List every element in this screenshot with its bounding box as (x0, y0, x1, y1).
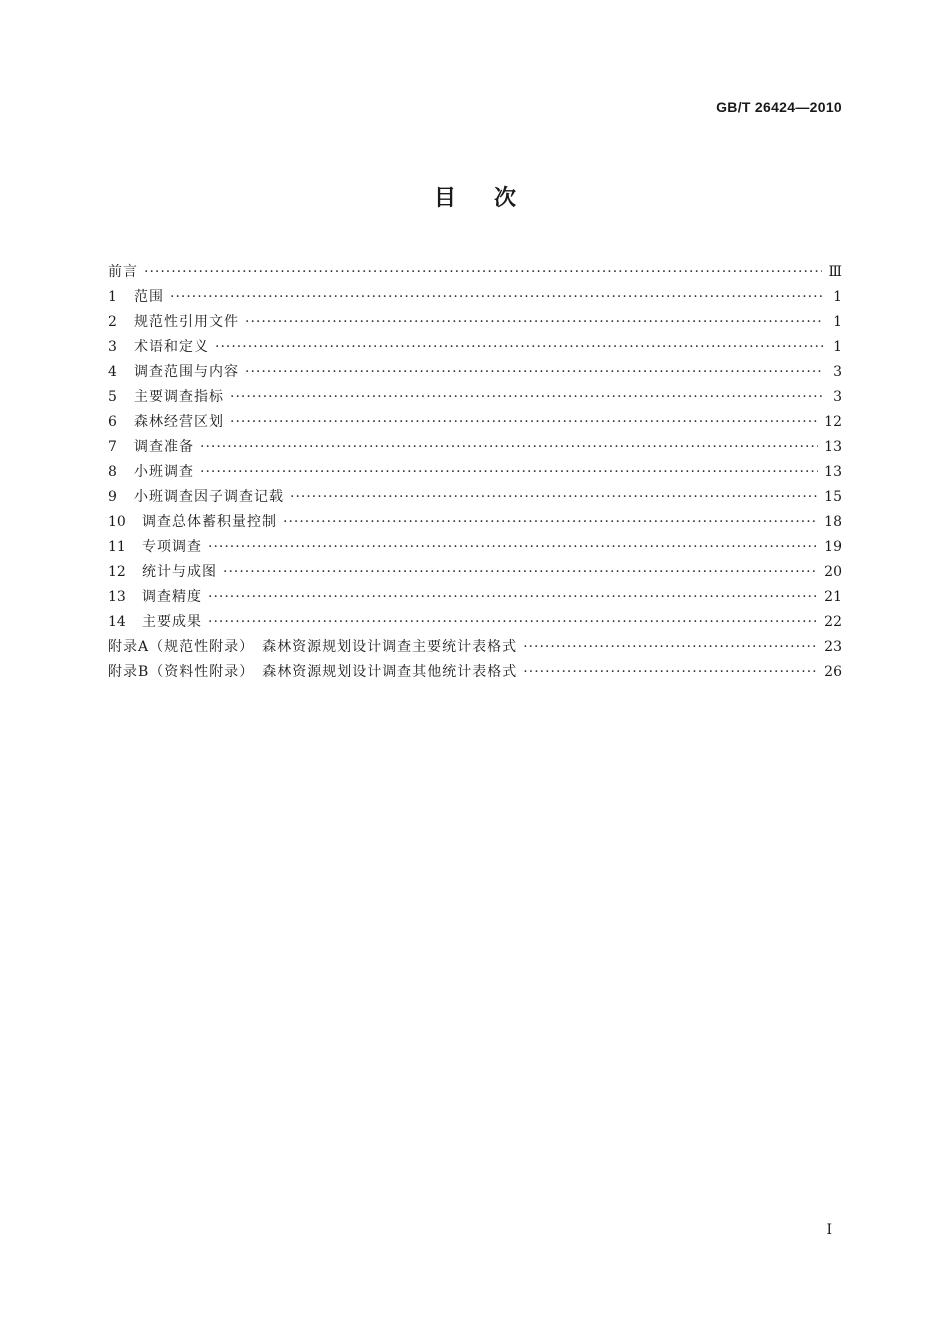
toc-entry-label: 小班调查 (134, 464, 194, 480)
dot-leader (283, 510, 818, 535)
toc-entry-number: 9 (108, 489, 117, 505)
toc-entry-8[interactable] (108, 460, 842, 485)
toc-entry-page: 19 (824, 539, 842, 555)
toc-entry-number: 8 (108, 464, 117, 480)
toc-entry-number: 10 (108, 514, 126, 530)
dot-leader (208, 585, 818, 610)
toc-entry-label: 前言 (108, 264, 138, 280)
toc-entry-14[interactable] (108, 610, 842, 635)
dot-leader (200, 435, 818, 460)
toc-entry-label: 调查范围与内容 (134, 364, 239, 380)
toc-entry-page: 23 (824, 639, 842, 655)
dot-leader (170, 285, 824, 310)
toc-entry-number: 13 (108, 589, 126, 605)
toc-entry-3[interactable] (108, 335, 842, 360)
toc-entry-label: 森林经营区划 (134, 414, 224, 430)
dot-leader (223, 560, 818, 585)
dot-leader (200, 460, 818, 485)
toc-entry-number: 5 (108, 389, 117, 405)
toc-entry-number: 12 (108, 564, 126, 580)
toc-entry-label: 调查准备 (134, 439, 194, 455)
dot-leader (523, 660, 818, 685)
toc-entry-number: 1 (108, 289, 117, 305)
toc-entry-6[interactable] (108, 410, 842, 435)
toc-entry-page: 3 (833, 364, 842, 380)
toc-entry-label: 附录B（资料性附录） 森林资源规划设计调查其他统计表格式 (108, 664, 518, 680)
toc-entry-number: 4 (108, 364, 117, 380)
dot-leader (245, 310, 824, 335)
toc-entry-number: 6 (108, 414, 117, 430)
toc-entry-1[interactable] (108, 285, 842, 310)
toc-entry-2[interactable] (108, 310, 842, 335)
dot-leader (208, 535, 818, 560)
toc-entry-number: 2 (108, 314, 117, 330)
toc-entry-page: 13 (824, 439, 842, 455)
toc-entry-12[interactable] (108, 560, 842, 585)
table-of-contents (108, 260, 842, 685)
toc-entry-appendix-b[interactable] (108, 660, 842, 685)
toc-entry-label: 统计与成图 (142, 564, 217, 580)
page-title: 目次 (433, 186, 554, 211)
toc-entry-label: 调查精度 (142, 589, 202, 605)
toc-entry-label: 规范性引用文件 (134, 314, 239, 330)
toc-entry-number: 3 (108, 339, 117, 355)
toc-entry-label: 范围 (134, 289, 164, 305)
toc-entry-page: 1 (833, 289, 842, 305)
toc-entry-page: Ⅲ (828, 264, 842, 280)
toc-entry-label: 主要成果 (142, 614, 202, 630)
toc-entry-number: 7 (108, 439, 117, 455)
toc-entry-page: 3 (833, 389, 842, 405)
toc-entry-11[interactable] (108, 535, 842, 560)
dot-leader (290, 485, 818, 510)
toc-entry-page: 21 (824, 589, 842, 605)
page-number: I (826, 1222, 832, 1238)
toc-entry-page: 18 (824, 514, 842, 530)
document-id: GB/T 26424—2010 (716, 99, 842, 115)
toc-entry-4[interactable] (108, 360, 842, 385)
toc-entry-page: 1 (833, 314, 842, 330)
dot-leader (523, 635, 818, 660)
toc-entry-label: 术语和定义 (134, 339, 209, 355)
toc-entry-page: 13 (824, 464, 842, 480)
toc-entry-appendix-a[interactable] (108, 635, 842, 660)
dot-leader (230, 385, 824, 410)
toc-entry-number: 11 (108, 539, 126, 555)
toc-entry-label: 小班调查因子调查记载 (134, 489, 284, 505)
toc-entry-9[interactable] (108, 485, 842, 510)
toc-entry-label: 调查总体蓄积量控制 (142, 514, 277, 530)
toc-entry-5[interactable] (108, 385, 842, 410)
toc-entry-page: 15 (824, 489, 842, 505)
toc-entry-page: 12 (824, 414, 842, 430)
toc-entry-page: 1 (833, 339, 842, 355)
toc-entry-label: 附录A（规范性附录） 森林资源规划设计调查主要统计表格式 (108, 639, 518, 655)
toc-entry-13[interactable] (108, 585, 842, 610)
toc-entry-page: 20 (824, 564, 842, 580)
dot-leader (215, 335, 824, 360)
toc-entry-label: 专项调查 (142, 539, 202, 555)
toc-entry-foreword[interactable] (108, 260, 842, 285)
toc-entry-page: 22 (824, 614, 842, 630)
toc-entry-7[interactable] (108, 435, 842, 460)
dot-leader (230, 410, 818, 435)
toc-entry-page: 26 (824, 664, 842, 680)
toc-entry-10[interactable] (108, 510, 842, 535)
dot-leader (245, 360, 824, 385)
toc-entry-number: 14 (108, 614, 126, 630)
dot-leader (144, 260, 822, 285)
toc-entry-label: 主要调查指标 (134, 389, 224, 405)
dot-leader (208, 610, 818, 635)
